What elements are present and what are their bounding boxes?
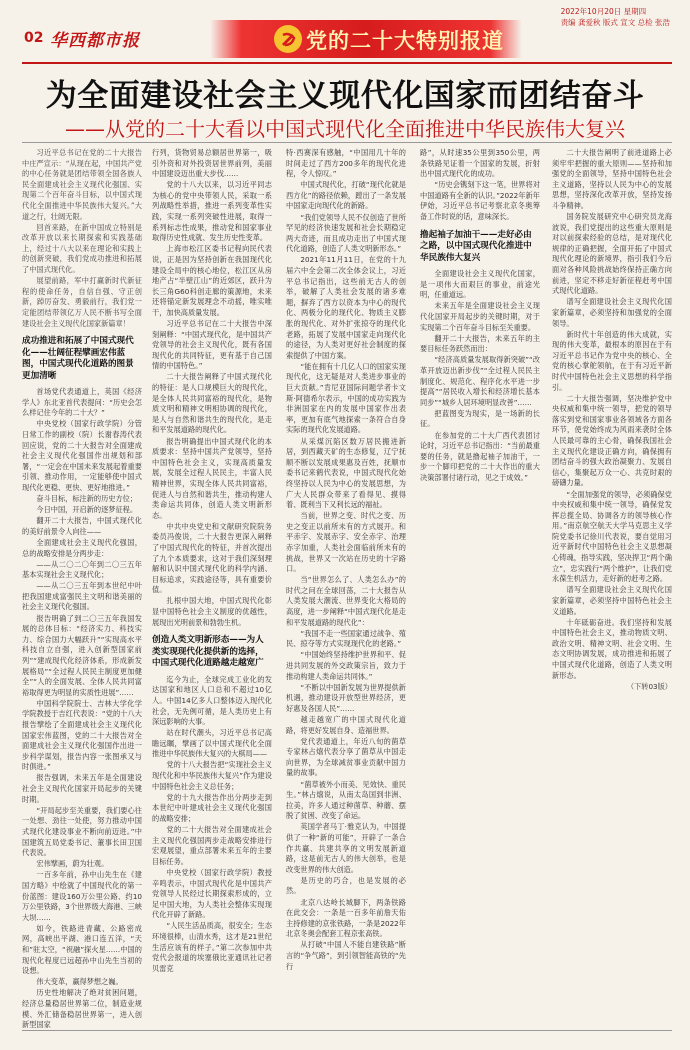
paragraph: 习近平总书记在二十大报告中深刻阐释：“中国式现代化，是中国共产党领导的社会主义现代化，既有各国现代化的共同特征，更有基于自己国情的中国特色。” bbox=[152, 319, 272, 371]
editor-line: 责编 龚爱秋 版式 宣文 总检 张浩 bbox=[560, 18, 670, 27]
paragraph: 如今，铁路进青藏、公路密成网，高峡出平湖、港口连五洋，“天和”驻太空，“祝融”探火星……中国的现代化程度已远超孙中山先生当初的设想。 bbox=[22, 923, 142, 976]
paragraph: 当“世界怎么了、人类怎么办”的时代之问在全球回荡，二十大报告从人类发展大潮流、世界变化大格局的高度，进一步阐释“中国式现代化是走和平发展道路的现代化”： bbox=[286, 575, 406, 627]
paragraph: 是历史的巧合，也是发展的必然。 bbox=[286, 875, 406, 896]
paragraph: 中共中央党史和文献研究院院务委员冯俊说，二十大报告更深入阐释了中国式现代化的特征，并首次提出了九个本质要求，这对于我们深刻理解和认识中国式现代化的科学内涵、目标追求，实践途径等，具有重要价值。 bbox=[152, 521, 272, 595]
paragraph: 谱写全面建设社会主义现代化国家新篇章，必须坚持和加强党的全面领导。 bbox=[552, 297, 672, 328]
lead-paragraph: 展望前路，军中打赢新时代新征程的使命任务，自信自强、守正创新，踔厉奋发、勇毅前行，我们党一定能团结带领亿万人民不断书写全面建设社会主义现代化国家新篇章！ bbox=[22, 276, 142, 328]
paragraph: 从采煤沉陷区数万居民搬进新居，到西藏天矿的生态修复，辽宁抚顺不断以发展成果惠及百姓，抚顺市委书记来鹤代表说，中国式现代化始终坚持以人民为中心的发展思想，为广大人民群众带来了看得见、摸得着、既利当下又利长远的福祉。 bbox=[286, 436, 406, 510]
masthead bbox=[22, 0, 672, 60]
paragraph: 党的十八大以来，以习近平同志为核心的党中央带领人民，采取一系列战略性举措，推进一系列变革性实践，实现一系列突破性进展，取得一系列标志性成果，推动党和国家事业取得历史性成就、发生历史性变革。 bbox=[152, 180, 272, 243]
paragraph: 中国式现代化，打破“现代化就是西方化”的路径依赖，蹚出了一条发展中国家走向现代化的新路。 bbox=[286, 180, 406, 211]
lead-paragraph: 回首来路，在新中国成立特别是改革开放以来长期探索和实践基础上，经过十八大以来在理论和实践上的创新突破，我们党成功推进和拓展了中国式现代化。 bbox=[22, 222, 142, 275]
paragraph: ——从二〇二〇年到二〇三五年基本实现社会主义现代化； bbox=[22, 559, 142, 580]
paragraph: 报告强调，未来五年是全面建设社会主义现代化国家开局起步的关键时期。 bbox=[22, 773, 142, 804]
paragraph: 党的十八大报告把“实现社会主义现代化和中华民族伟大复兴”作为建设中国特色社会主义总任务； bbox=[152, 760, 272, 791]
masthead-rule bbox=[22, 62, 672, 64]
paragraph: 国务院发展研究中心研究员龙海波说，我们党提出的这些重大原则是对以前探索经验的总结，是对现代化规律的正确把握，全面开拓了中国式现代化理论的新境界，指引我们今后面对各种风险挑战始终保持正确方向前进，坚定不移走好新征程赶考中国式现代化道路。 bbox=[552, 212, 672, 296]
article-column-2 bbox=[152, 148, 272, 1016]
paragraph: 报告明确了到二〇三五年我国发展的总体目标：“经济实力、科技实力、综合国力大幅跃升”“实现高水平科技自立自强，进入创新型国家前列”“建成现代化经济体系，形成新发展格局”“全过程人民民主制度更加健全”“人的全面发展、全体人民共同富裕取得更为明显的实质性进展”…… bbox=[22, 613, 142, 697]
paragraph: 中国科学院院士、吉林大学化学学院教授于吉红代表说：“党的十八大报告擘绘了全面建成社会主义现代化国家宏伟蓝图，党的二十大报告对全面建成社会主义现代化强国作出进一步科学谋划，报告内容一张图承又与时俱进。” bbox=[22, 698, 142, 772]
paragraph: 翻开二十大报告，中国式现代化的美好前景令人向往—— bbox=[22, 516, 142, 536]
paragraph: 奋斗目标，标注新的历史方位； bbox=[36, 494, 138, 504]
paragraph: 党的二十大报告对全面建成社会主义现代化强国两步走战略安排进行宏观展望，重点部署未来五年的主要目标任务。 bbox=[152, 825, 272, 866]
paragraph: “我们党领导人民不仅创造了世所罕见的经济快速发展和社会长期稳定两大奇迹，而且成功走出了中国式现代化道路，创造了人类文明新形态。” bbox=[286, 212, 406, 254]
paragraph: “菌草被外小而美、见效快、重民生。”林占熺说，从南太岛国到非洲、拉美，许多人通过种菌草、种蘑、摆脱了贫困、改变了命运。 bbox=[286, 779, 406, 821]
paragraph: 迄今为止，全球完成工业化的发达国家和地区人口总和不超过10亿人。中国14亿多人口整体迈入现代化社会，无先例可循，是人类历史上有深远影响的大事。 bbox=[152, 674, 272, 727]
paragraph: 路”，从时速35公里到350公里，两条铁路见证着一个国家的发展，折射出中国式现代化的成功。 bbox=[420, 148, 540, 179]
paragraph: “不断以中国新发展为世界提供新机遇，推动建设开放型世界经济，更好惠及各国人民”…… bbox=[286, 682, 406, 713]
paragraph: 党的十九大报告作出分两步走到本世纪中叶建成社会主义现代化强国的战略安排； bbox=[152, 792, 272, 823]
edition-info bbox=[561, 6, 670, 28]
section-banner bbox=[210, 20, 522, 58]
article-column-4 bbox=[420, 148, 540, 1016]
section-heading: 创造人类文明新形态——为人类实现现代化提供新的选择，中国式现代化道路越走越宽广 bbox=[152, 635, 264, 669]
paragraph: 越走越宽广的中国式现代化道路，将更好发展自身、造福世界。 bbox=[286, 714, 406, 735]
paragraph: 二十大报告阐明了前进道路上必须牢牢把握的重大原则——坚持和加强党的全面领导，坚持中国特色社会主义道路，坚持以人民为中心的发展思想，坚持深化改革开放，坚持发扬斗争精神。 bbox=[552, 148, 672, 210]
subheadline: ——从党的二十大看以中国式现代化全面推进中华民族伟大复兴 bbox=[65, 117, 625, 141]
paragraph: 在参加党的二十大广西代表团讨论时，习近平总书记指出：“当前最重要的任务，就是撸起袖子加油干，一步一个脚印把党的二十大作出的重大决策部署付诸行动，见之于成效。” bbox=[420, 430, 540, 482]
paragraph: 二十大报告强调，坚决维护党中央权威和集中统一领导，把党的领导落实到党和国家事业各领域各方面各环节，使党始终成为风雨来袭时全体人民最可靠的主心骨，确保我国社会主义现代化建设正确方向，确保拥有团结奋斗的强大政治凝聚力、发展自信心，集聚起万众一心、共克时艰的磅礴力量。 bbox=[552, 393, 672, 488]
headline-rule bbox=[22, 142, 672, 143]
paragraph: 二十大报告阐释了中国式现代化的特征：是人口规模巨大的现代化，是全体人民共同富裕的现代化，是物质文明和精神文明相协调的现代化，是人与自然和谐共生的现代化，是走和平发展道路的现代化。 bbox=[152, 372, 272, 435]
paragraph: 中央党校（国家行政学院）分管日常工作的副校（院）长谢春涛代表回应说，党的二十大报告对全面建成社会主义现代化强国作出规划和部署，“一定会在中国未来发展起着重要引领、推动作用，一定能够使中国式现代化更稳、更快、更好地推进。” bbox=[22, 419, 142, 492]
paragraph: 一百多年前，孙中山先生在《建国方略》中绘就了中国现代化的第一份蓝图：建设160万公里公路、约10万公里铁路，3个世界级大海港、三峡大坝…… bbox=[22, 870, 142, 922]
paragraph: 未来五年是全面建设社会主义现代化国家开局起步的关键时期，对于实现第二个百年奋斗目标至关重要。 bbox=[420, 301, 540, 332]
paragraph: ——从二〇三五年到本世纪中叶把我国建成富强民主文明和谐美丽的社会主义现代化强国。 bbox=[22, 581, 142, 612]
paper-name-logo: 华西都市报 bbox=[50, 31, 140, 51]
paragraph: 新时代十年创造的伟大成就，实现的伟大变革，最根本的原因在于有习近平总书记作为党中央的核心、全党的核心掌舵领航，在于有习近平新时代中国特色社会主义思想的科学指引。 bbox=[552, 329, 672, 392]
page-number: 02 bbox=[24, 30, 44, 46]
paragraph: 行列，货物贸易总额居世界第一，吸引外资和对外投资居世界前列，美丽中国建设迈出重大步伐…… bbox=[152, 148, 272, 179]
paragraph: 2021年11月11日，在党的十九届六中全会第二次全体会议上，习近平总书记指出，这些前无古人的创举，破解了人类社会发展的诸多难题，摒弃了西方以资本为中心的现代化、两极分化的现代化、物质主义膨胀的现代化、对外扩张掠夺的现代化老路，拓展了发展中国家走向现代化的途径，为人类对更好社会制度的探索提供了中国方案。 bbox=[286, 255, 406, 360]
paragraph: 北京八达岭长城脚下，两条铁路在此交会：一条是一百多年前詹天佑主持修建的京张铁路，一条是2022年北京冬奥会配套工程京张高铁。 bbox=[286, 897, 406, 939]
paragraph: 谱写全面建设社会主义现代化国家新篇章，必须坚持中国特色社会主义道路。 bbox=[552, 585, 672, 616]
paragraph: 英国学者马丁·雅克认为，中国提供了一种“新的可能”，开辟了一条合作共赢、共建共享的文明发展新道路，这是前无古人的伟大创举，也是改变世界的伟大创造。 bbox=[286, 822, 406, 874]
edition-date: 2022年10月20日 星期四 bbox=[560, 7, 647, 16]
paragraph: 中央党校（国家行政学院）教授辛鸣表示，中国式现代化是中国共产党领导人民经过长期探索形成的，立足中国大地，为人类社会整体实现现代化开辟了新路。 bbox=[152, 867, 272, 920]
paragraph: 上海市松江区委书记程向民代表说，正是因为坚持创新在我国现代化建设全局中的核心地位，松江区从房地产占“半壁江山”的近郊区，跃升为长三角G60科创走廊的策源地，未来还将锚定新发展理念不动摇，唯实唯干，加快高质量发展。 bbox=[152, 244, 272, 317]
paragraph: 特·西赛深有感触，“中国用几十年的时间走过了西方200多年的现代化进程，令人惊叹。” bbox=[286, 148, 406, 179]
paragraph: 宏伟擘画，蔚为壮观。 bbox=[36, 859, 109, 869]
paragraph: 把蓝图变为现实，是一场新的长征。 bbox=[420, 408, 540, 429]
paragraph: 报告明确提出中国式现代化的本质要求：坚持中国共产党领导，坚持中国特色社会主义，实现高质量发展，发展全过程人民民主，丰富人民精神世界，实现全体人民共同富裕，促进人与自然和谐共生，推动构建人类命运共同体，创造人类文明新形态。 bbox=[152, 436, 272, 520]
headline: 为全面建设社会主义现代化国家而团结奋斗 bbox=[45, 78, 645, 114]
article-column-3 bbox=[286, 148, 406, 1016]
paragraph: “全面加强党的领导，必须确保党中央权威和集中统一领导，确保党发挥总揽全局、协调各方的领导核心作用。”南京航空航天大学马克思主义学院党委书记徐川代表说，要自觉用习近平新时代中国特色社会主义思想凝心铸魂，指导实践，坚决捍卫“两个确立”，忠实践行“两个维护”，让我们党永葆生机活力，走好新的赶考之路。 bbox=[552, 489, 672, 584]
article-column-5 bbox=[552, 148, 672, 1016]
paragraph: “历史会镌刻下这一笔，世界将对中国道路有全新的认识。”2022年新年伊始，习近平总书记考察北京冬奥筹备工作时说的话，意味深长。 bbox=[420, 180, 540, 222]
paragraph: 首场党代表通道上，英国《经济学人》东北亚首代表提问：“历史会怎么样记住今年的二十大？” bbox=[22, 387, 142, 418]
paragraph: 历史性地解决了绝对贫困问题，经济总量稳居世界第二位，制造业规模、外汇储备稳居世界第一，进入创新型国家 bbox=[22, 988, 142, 1030]
party-emblem-icon bbox=[274, 25, 302, 53]
paragraph: “经济高质量发展取得新突破”“改革开放迈出新步伐”“全过程人民民主制度化、规范化、程序化水平进一步提高”“居民收入增长和经济增长基本同步”“城乡人居环境明显改善”…… bbox=[420, 355, 540, 407]
paragraph: “人民生活品质高，很安全；生态环境很棒，山清水秀，这才是21世纪生活应该有的样子。”第二次参加中共党代会报道的埃塞俄比亚通讯社记者贝雷克 bbox=[152, 921, 272, 973]
paragraph: 全面建成社会主义现代化强国，总的战略安排是分两步走： bbox=[22, 537, 142, 558]
paragraph: “开局起步至关重要，我们要心往一处想、劲往一处使，努力推动中国式现代化建设事业不断向前迈进。”中国建筑五局党委书记、董事长田卫国代表说。 bbox=[22, 805, 142, 858]
paragraph: 今日中国，开启新的逐梦征程。 bbox=[36, 505, 138, 515]
paragraph: 十年砥砺奋进。我们坚持和发展中国特色社会主义，推动物质文明、政治文明、精神文明、社会文明、生态文明协调发展，成功推进和拓展了中国式现代化道路，创造了人类文明新形态。 bbox=[552, 617, 672, 680]
paragraph: “中国始终坚持维护世界和平、促进共同发展的外交政策宗旨，致力于推动构建人类命运共同体。” bbox=[286, 650, 406, 681]
bottom-rule bbox=[22, 1030, 672, 1031]
paragraph: 翻开二十大报告，未来五年的主要目标任务跃然而出： bbox=[420, 333, 540, 354]
paragraph: “能在拥有十几亿人口的国家实现现代化，这无疑是对人类进步事业的巨大贡献。”肯尼亚国际问题学者卡文斯·阿德希尔表示，中国的成功实践为非洲国家在内的发展中国家作出表率，更加有底气地探索一条符合自身实际的现代化发展道路。 bbox=[286, 361, 406, 435]
paragraph: 扎根中国大地，中国式现代化彰显中国特色社会主义制度的优越性，展现出光明前景和勃勃生机。 bbox=[152, 596, 272, 627]
section-heading: 撸起袖子加油干——走好必由之路，以中国式现代化推进中华民族伟大复兴 bbox=[420, 229, 532, 263]
continued-on-next-page: （下转03版） bbox=[626, 681, 672, 691]
section-heading: 成功推进和拓展了中国式现代化——壮阔征程擘画宏伟蓝图，中国式现代化道路的图景更加清晰 bbox=[22, 336, 134, 381]
lead-paragraph: 习近平总书记在党的二十大报告中庄严宣示：“从现在起，中国共产党的中心任务就是团结带领全国各族人民全面建成社会主义现代化强国、实现第二个百年奋斗目标，以中国式现代化全面推进中华民族伟大复兴。”大道之行，壮阔无限。 bbox=[22, 148, 142, 221]
paragraph: 全面建设社会主义现代化国家，是一项伟大而艰巨的事业，前途光明，任重道远。 bbox=[420, 269, 540, 300]
paragraph: 站在时代潮头，习近平总书记高瞻远瞩，擘画了以中国式现代化全面推进中华民族伟大复兴的大棋局—— bbox=[152, 728, 272, 759]
paragraph: 党代表通道上，年近八旬的菌草专家林占熺代表分享了菌草从中国走向世界，为全球减贫事业贡献中国力量的故事。 bbox=[286, 736, 406, 778]
paragraph: 当前，世界之变、时代之变、历史之变正以前所未有的方式展开。和平赤字、发展赤字、安全赤字、治理赤字加重，人类社会面临前所未有的挑战，世界又一次站在历史的十字路口。 bbox=[286, 511, 406, 574]
paragraph: 从打破“中国人不能自建铁路”断言的“争气路”，到引领智能高铁的“先行 bbox=[286, 940, 406, 971]
paragraph: “我国不走一些国家通过战争、殖民、掠夺等方式实现现代化的老路。” bbox=[286, 628, 406, 649]
banner-title: 党的二十大特别报道 bbox=[306, 29, 504, 53]
article-column-1 bbox=[22, 148, 142, 1030]
paragraph: 伟大变革，赢得梦想之巍。 bbox=[36, 977, 123, 987]
